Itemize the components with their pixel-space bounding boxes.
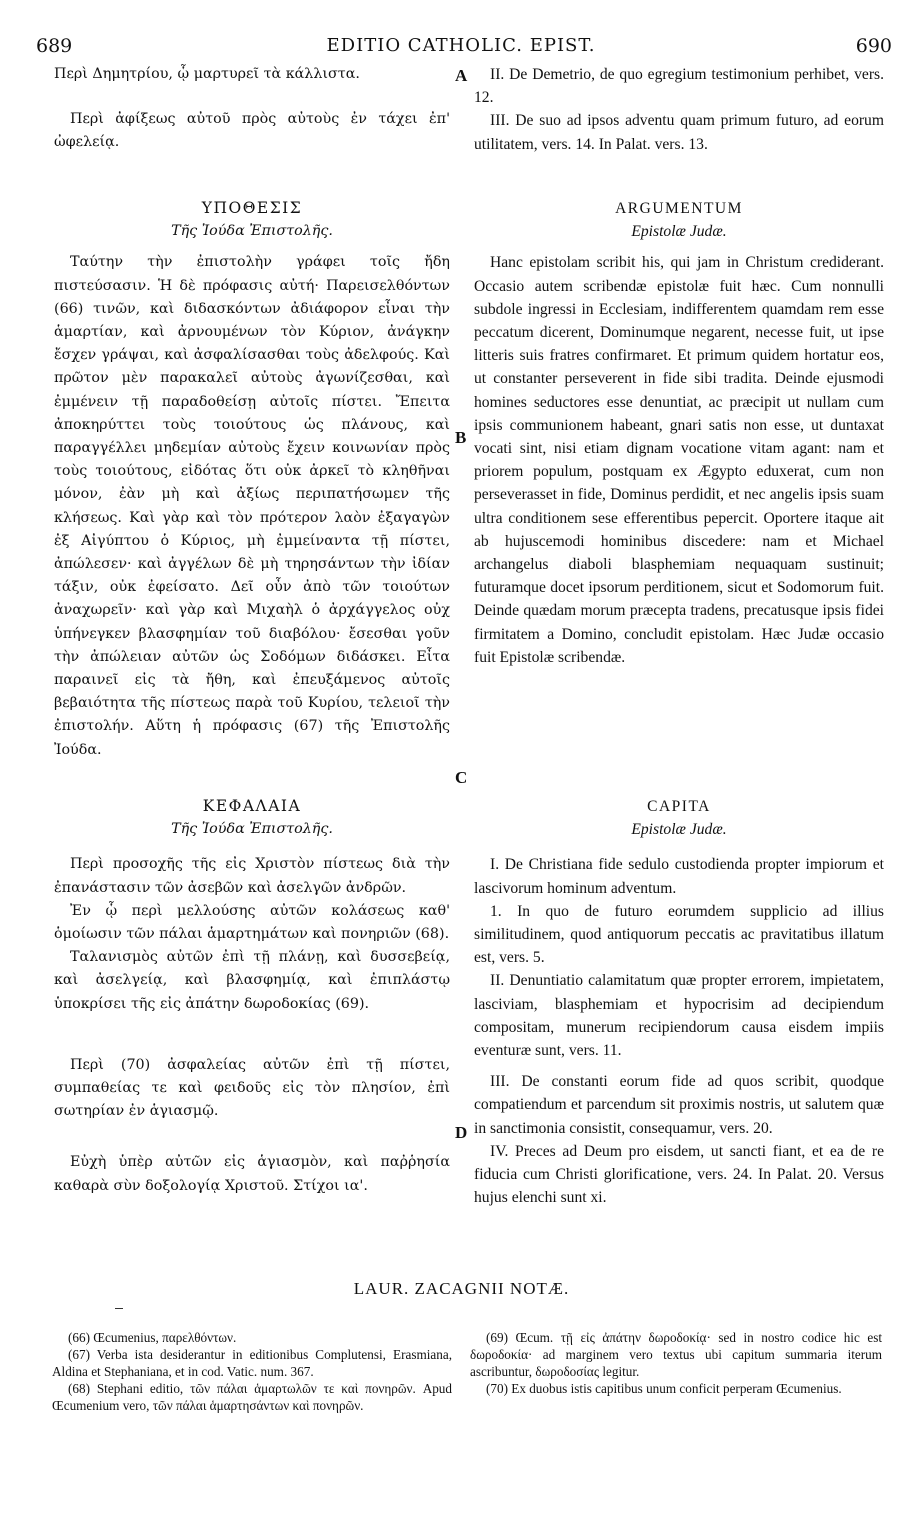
greek-argument-heading: ΥΠΟΘΕΣΙΣ xyxy=(201,199,303,217)
footnote: (69) Œcum. τῇ εἰς ἀπάτην δωροδοκίᾳ· sed in nostro codice hic est δωροδοκία· ad marginem vero textus ubi capitum summaria iterum ascribuntur, δωροδοσίας legitur. xyxy=(470,1330,882,1379)
latin-top-item: III. De suo ad ipsos adventu quam primum futuro, ad eorum utilitatem, vers. 14. In Palat. vers. 13. xyxy=(474,112,884,153)
margin-letter-d: D xyxy=(455,1123,468,1142)
greek-chapter-item: Ταλανισμὸς αὐτῶν ἐπὶ τῇ πλάνῃ, καὶ δυσσεβείᾳ, καὶ ἀσελγείᾳ, καὶ βλασφημίᾳ, καὶ ἐπιπλάστῳ ὑποκρίσει τῆς εἰς ἀπάτην δωροδοκίας (69). xyxy=(54,949,450,1012)
notes-title: LAUR. ZACAGNII NOTÆ. xyxy=(353,1279,570,1298)
greek-top-items xyxy=(54,63,450,155)
right-page-number: 690 xyxy=(855,35,892,57)
notes-left-column xyxy=(52,1329,452,1414)
notes-dash xyxy=(115,1308,123,1309)
greek-top-item: Περὶ Δημητρίου, ᾧ μαρτυρεῖ τὰ κάλλιστα. xyxy=(54,66,360,82)
latin-chapters-heading: CAPITA xyxy=(647,798,711,815)
greek-chapter-item: Περὶ προσοχῆς τῆς εἰς Χριστὸν πίστεως διὰ τὴν ἐπανάστασιν τῶν ἀσεβῶν καὶ ἀσελγῶν ἀνδρῶν. xyxy=(54,856,450,896)
margin-letter-c: C xyxy=(455,768,468,787)
latin-chapter-item: IV. Preces ad Deum pro eisdem, ut sancti fiant, et ea de re fiducia cum Christi glorificatione, vers. 24. In Palat. 20. Versus hujus elenchi sunt xi. xyxy=(474,1142,884,1207)
latin-chapter-item: 1. In quo de futuro eorumdem supplicio ad illius similitudinem, quod antiquorum peccatis ac pravitatibus illatum est, vers. 5. xyxy=(474,902,884,967)
greek-chapters-heading: ΚΕΦΑΛΑΙΑ xyxy=(202,797,302,815)
footnote: (70) Ex duobus istis capitibus unum conficit perperam Œcumenius. xyxy=(486,1381,842,1396)
latin-chapters-section xyxy=(474,795,884,1209)
latin-chapters-subheading: Epistolæ Judæ. xyxy=(631,821,727,839)
latin-chapter-item: III. De constanti eorum fide ad quos scribit, quodque compatiendum et parcendum sit proximis nostris, ut salutem quæ in sanctimonia consistit, consequamur, vers. 20. xyxy=(474,1073,884,1137)
greek-argument-section xyxy=(54,197,450,762)
greek-chapter-item: Εὐχὴ ὑπὲρ αὐτῶν εἰς ἁγιασμὸν, καὶ παῤῥησία καθαρὰ σὺν δοξολογίᾳ Χριστοῦ. Στίχοι ια'. xyxy=(54,1154,450,1194)
greek-argument-subheading: Τῆς Ἰούδα Ἐπιστολῆς. xyxy=(171,223,333,240)
greek-top-item: Περὶ ἀφίξεως αὐτοῦ πρὸς αὐτοὺς ἐν τάχει ἐπ' ὠφελείᾳ. xyxy=(54,111,450,151)
greek-argument-text: Ταύτην τὴν ἐπιστολὴν γράφει τοῖς ἤδη πιστεύσασιν. Ἡ δὲ πρόφασις αὐτή· Παρεισελθόντων (66) τινῶν, καὶ διδασκόντων ἀδιάφορον εἶναι τὴν ἁμαρτίαν, καὶ ἀρνουμένων τὸν Κύριον, ἀνάγκην ἔσχεν γράψαι, καὶ ἀσφαλίσασθαι τοὺς ἀδελφούς. Καὶ πρῶτον μὲν παρακαλεῖ αὐτοὺς ἀγωνίζεσθαι, καὶ ἐμμένειν τῇ παραδοθείσῃ αὐτοῖς πίστει. Ἔπειτα ἀποκηρύττει τοὺς τοιούτους ὡς πλάνους, καὶ παραγγέλλει μηδεμίαν αὐτοὺς ἔχειν κοινωνίαν πρὸς τοὺς τοιούτους, εἰδότας ὅτι οὐκ ἀρκεῖ τὸ κληθῆναι μόνον, ἐὰν μὴ καὶ ἀξίως περιπατήσωμεν τῆς κλήσεως. Καὶ γὰρ καὶ τὸν πρότερον λαὸν ἐξαγαγὼν ἐξ Αἰγύπτου ὁ Κύριος, μὴ ἐμμείναντα τῇ πίστει, ἀπώλεσεν· καὶ ἀγγέλων δὲ μὴ τηρησάντων τὴν ἰδίαν τάξιν, οὐκ ἐφείσατο. Δεῖ οὖν ἀπὸ τῶν τοιούτων ἀναχωρεῖν· καὶ γὰρ καὶ Μιχαὴλ ὁ ἀρχάγγελος οὐχ ὑπήνεγκεν βλασφημίαν τοῦ διαβόλου· ἔσεσθαι γοῦν τὴν ἀπώλειαν αὐτῶν ὡς Σοδόμων διδάσκει. Εἶτα παραινεῖ εἰς τὰ ἤθη, καὶ ἐπευξάμενος αὐτοῖς βεβαιότητα τῆς πίστεως παρὰ τοῦ Κυρίου, τελειοῖ τὴν ἐπιστολήν. Αὕτη ἡ πρόφασις (67) τῆς Ἐπιστολῆς Ἰούδα. xyxy=(54,254,450,758)
left-page-number: 689 xyxy=(36,35,73,57)
greek-chapter-item: Περὶ (70) ἀσφαλείας αὐτῶν ἐπὶ τῇ πίστει, συμπαθείας τε καὶ φειδοῦς εἰς τὸν πλησίον, ἐπὶ σωτηρίαν ἐν ἁγιασμῷ. xyxy=(54,1056,450,1120)
footnote: (66) Œcumenius, παρελθόντων. xyxy=(68,1330,237,1345)
latin-argument-text: Hanc epistolam scribit his, qui jam in Christum crediderant. Occasio autem scribendæ epistolæ fuit hæc. Cum nonnulli subdole ingressi in Ecclesiam, indifferentem quamdam rem esse peccatum dicerent, Dominumque negarent, necesse fuit, ut ipse litteris suis fratres confirmaret. Et primum quidem hortatur eos, ut constanter perseverent in fide sibi tradita. Deinde ejusmodi homines seductores esse denuntiat, ac præcipit ut nullam cum ipsis communionem habeant, gnari satis non esse, ut duntaxat vocati sint, nisi etiam dignam vocatione vitam agant: nam et priorem populum, postquam ex Ægypto eduxerat, cum non perseverasset in fide, Dominus perdidit, et nec angelis ipsis suam ultra conditionem sese efferentibus pepercit. Oportere itaque ait ab hujuscemodi hominibus discedere: nam et Michael archangelus diaboli blasphemiam nequaquam sustinuit; futuramque docet ipsorum perditionem, sicut et Sodomorum fuit. Deinde quædam morum præcepta tradens, precatusque ipsis fidei firmitatem a Domino, concludit epistolam. Hæc Judæ occasio fuit Epistolæ scribendæ. xyxy=(474,254,884,666)
greek-chapter-item: Ἐν ᾧ περὶ μελλούσης αὐτῶν κολάσεως καθ' ὁμοίωσιν τῶν πάλαι ἁμαρτημάτων καὶ πονηριῶν (68). xyxy=(54,902,450,943)
page-title: EDITIO CATHOLIC. EPIST. xyxy=(326,35,596,56)
margin-letter-a: A xyxy=(455,66,468,85)
latin-argument-heading: ARGUMENTUM xyxy=(615,200,743,217)
footnote: (67) Verba ista desiderantur in editionibus Complutensi, Erasmiana, Aldina et Stephaniana, et in cod. Vatic. num. 367. xyxy=(52,1347,452,1379)
greek-chapters-section xyxy=(54,795,450,1198)
latin-top-item: II. De Demetrio, de quo egregium testimonium perhibet, vers. 12. xyxy=(474,66,884,107)
margin-letter-b: B xyxy=(455,428,467,447)
latin-chapter-item: II. Denuntiatio calamitatum quæ propter errorem, impietatem, lasciviam, blasphemiam et hypocrisim ad decipiendum compositam, munerum recipiendorum causa eisdem impiis eventuræ sunt, vers. 11. xyxy=(474,972,884,1060)
running-header xyxy=(30,35,892,59)
greek-chapters-subheading: Τῆς Ἰούδα Ἐπιστολῆς. xyxy=(171,821,333,838)
notes-right-column xyxy=(470,1329,882,1397)
footnote: (68) Stephani editio, τῶν πάλαι ἁμαρτωλῶν τε καὶ πονηρῶν. Apud Œcumenium vero, τῶν πάλαι ἁμαρτησάντων καὶ πονηρῶν. xyxy=(52,1381,452,1413)
latin-argument-subheading: Epistolæ Judæ. xyxy=(631,223,727,241)
latin-top-items xyxy=(474,63,884,156)
latin-chapter-item: I. De Christiana fide sedulo custodienda propter impiorum et lascivorum hominum adventum. xyxy=(474,856,884,897)
latin-argument-section xyxy=(474,197,884,669)
